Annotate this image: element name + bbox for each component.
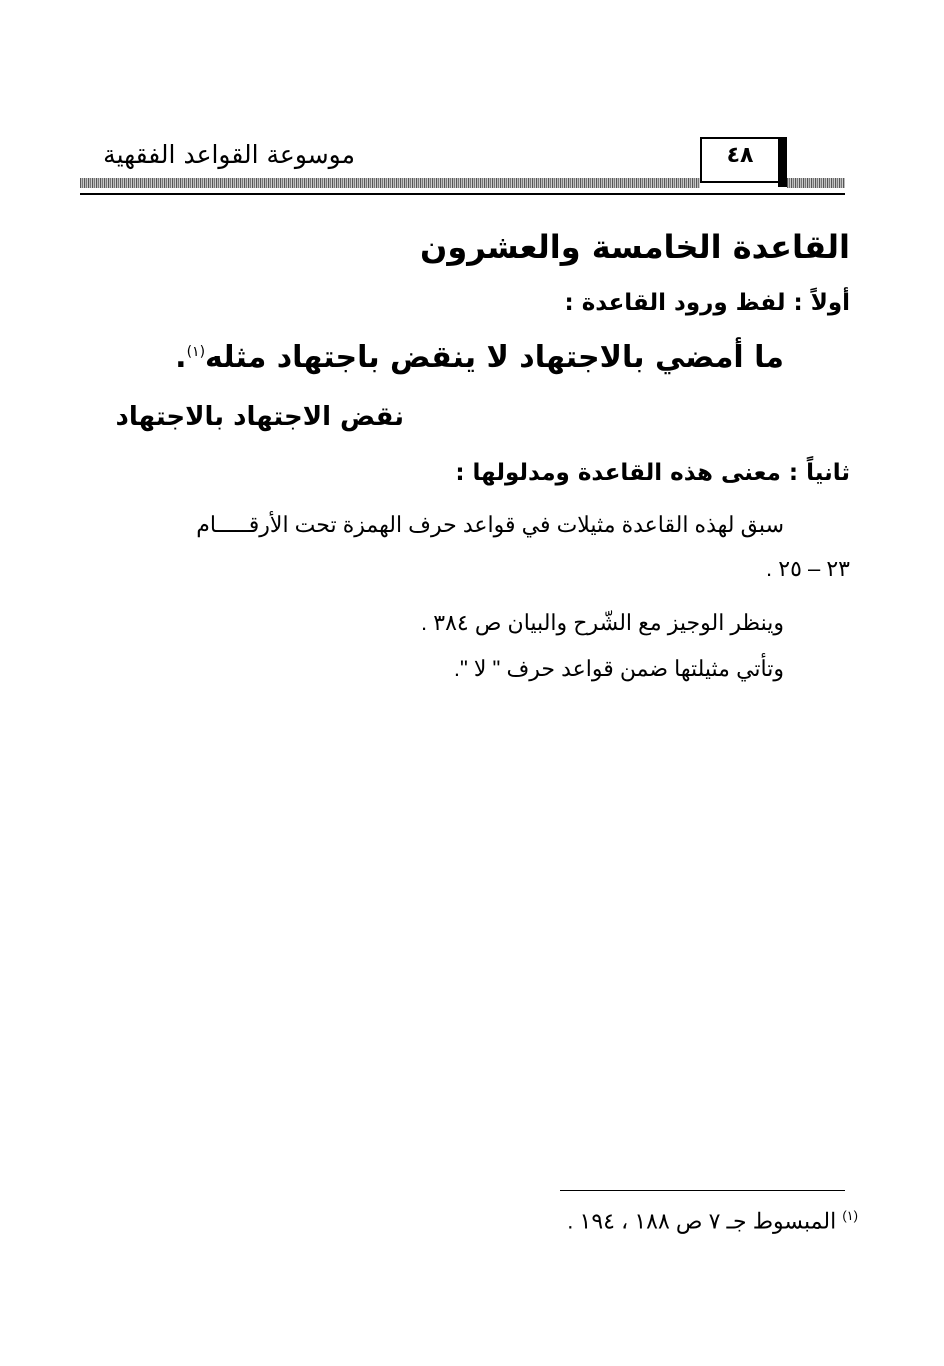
header-band <box>80 178 700 188</box>
paragraph-1: سبق لهذه القاعدة مثيلات في قواعد حرف الهمزة تحت الأرقـــــام <box>196 512 784 537</box>
rule-title: القاعدة الخامسة والعشرون <box>420 228 850 266</box>
header-rule <box>80 193 845 195</box>
rule-text-end: . <box>175 340 187 375</box>
footnote-text: المبسوط جـ ٧ ص ١٨٨ ، ١٩٤ . <box>567 1208 837 1234</box>
paragraph-1-continuation: ٢٣ – ٢٥ . <box>766 556 850 581</box>
footnote <box>567 1208 858 1234</box>
section1-heading: أولاً : لفظ ورود القاعدة : <box>564 290 850 316</box>
paragraph-2: وينظر الوجيز مع الشّرح والبيان ص ٣٨٤ . <box>421 610 784 635</box>
paragraph-3: وتأتي مثيلتها ضمن قواعد حرف " لا ". <box>453 656 784 681</box>
footnote-rule <box>560 1190 845 1191</box>
rule-alt-text: نقض الاجتهاد بالاجتهاد <box>115 402 404 432</box>
page-number: ٤٨ <box>726 143 754 168</box>
footnote-ref[interactable]: (١) <box>186 344 206 360</box>
section2-heading: ثانياً : معنى هذه القاعدة ومدلولها : <box>455 460 850 486</box>
header-band-right <box>787 178 845 188</box>
rule-text-body: ما أمضي بالاجتهاد لا ينقض باجتهاد مثله <box>205 340 784 375</box>
book-title: موسوعة القواعد الفقهية <box>103 140 355 169</box>
rule-text <box>175 340 784 375</box>
footnote-marker: (١) <box>842 1208 858 1223</box>
